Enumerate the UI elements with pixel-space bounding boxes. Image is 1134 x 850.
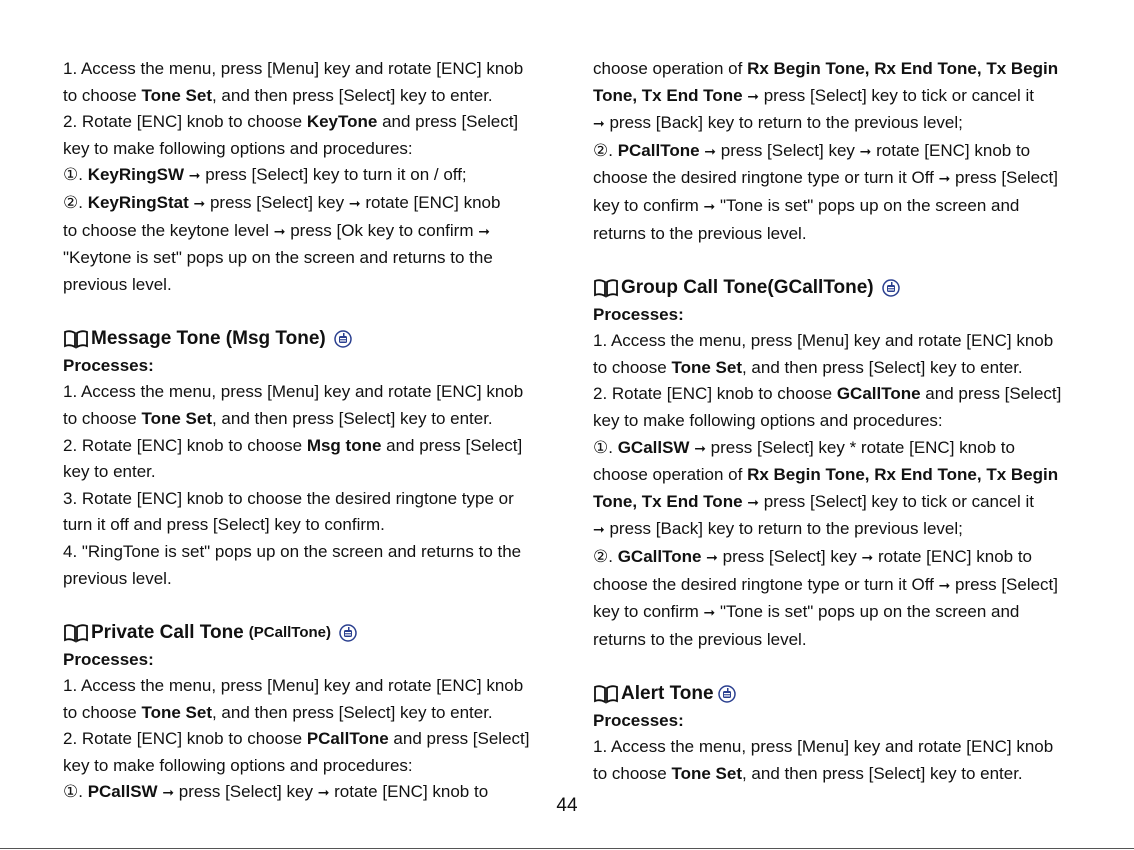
text-line: returns to the previous level. [593,223,807,243]
arrow-right-icon: ➞ [938,577,951,594]
bottom-rule [0,848,1134,849]
section-heading-alert-tone: Alert Tone [593,680,1078,708]
text-line: 4. "RingTone is set" pops up on the screen and returns to the [63,541,522,561]
text-line: 2. Rotate [ENC] knob to choose PCallTone and press [Select] [63,729,530,749]
radio-icon [718,685,736,703]
arrow-right-icon: ➞ [938,171,951,188]
arrow-right-icon: ➞ [348,195,361,212]
text-line: turn it off and press [Select] key to confirm. [63,515,385,535]
text-line: ②. PCallTone ➞ press [Select] key ➞ rotate [ENC] knob to [593,140,1031,160]
text-line: 1. Access the menu, press [Menu] key and rotate [ENC] knob [593,331,1054,351]
radio-icon [334,330,352,348]
text-line: Tone, Tx End Tone ➞ press [Select] key to tick or cancel it [593,491,1034,511]
arrow-right-icon: ➞ [694,440,706,457]
text-line: 2. Rotate [ENC] knob to choose GCallTone and press [Select] [593,384,1062,404]
text-line: 1. Access the menu, press [Menu] key and rotate [ENC] knob [63,382,524,402]
arrow-right-icon: ➞ [747,494,759,511]
left-column [63,56,548,807]
book-icon [593,277,619,299]
text-line: key to make following options and procedures: [593,410,943,430]
arrow-right-icon: ➞ [703,605,716,622]
arrow-right-icon: ➞ [317,785,330,802]
arrow-right-icon: ➞ [861,549,874,566]
arrow-right-icon: ➞ [704,143,717,160]
text-line: 1. Access the menu, press [Menu] key and rotate [ENC] knob [593,737,1054,757]
section-heading-private-call-tone: Private Call Tone (PCallTone) [63,619,548,647]
arrow-right-icon: ➞ [193,195,206,212]
processes-label: Processes: [63,650,154,670]
arrow-right-icon: ➞ [188,168,201,185]
text-line: key to confirm ➞ "Tone is set" pops up on the screen and [593,195,1020,215]
arrow-right-icon: ➞ [706,549,718,566]
text-line: to choose the keytone level ➞ press [Ok key to confirm ➞ [63,220,490,240]
arrow-right-icon: ➞ [859,143,872,160]
text-line: choose operation of Rx Begin Tone, Rx End Tone, Tx Begin [593,59,1059,78]
text-line: 1. Access the menu, press [Menu] key and rotate [ENC] knob [63,59,524,78]
text-line: key to make following options and procedures: [63,138,413,158]
processes-label: Processes: [63,356,154,376]
text-line: ②. GCallTone ➞ press [Select] key ➞ rotate [ENC] knob to [593,546,1033,566]
radio-icon [882,279,900,297]
text-line: to choose Tone Set, and then press [Select] key to enter. [63,408,493,428]
arrow-right-icon: ➞ [593,116,605,133]
book-icon [593,683,619,705]
text-line: returns to the previous level. [593,629,807,649]
processes-label: Processes: [593,305,684,325]
text-line: previous level. [63,568,172,588]
text-line: 3. Rotate [ENC] knob to choose the desired ringtone type or [63,488,514,508]
text-line: key to confirm ➞ "Tone is set" pops up on the screen and [593,602,1020,622]
arrow-right-icon: ➞ [162,785,175,802]
text-line: "Keytone is set" pops up on the screen and returns to the [63,248,493,268]
text-line: 2. Rotate [ENC] knob to choose Msg tone and press [Select] [63,435,523,455]
text-line: key to make following options and procedures: [63,755,413,775]
arrow-right-icon: ➞ [593,522,605,539]
text-line: ①. GCallSW ➞ press [Select] key * rotate [ENC] knob to [593,437,1015,457]
text-line: 2. Rotate [ENC] knob to choose KeyTone and press [Select] [63,112,519,132]
arrow-right-icon: ➞ [273,223,286,240]
text-line: ➞ press [Back] key to return to the previous level; [593,113,963,133]
text-line: previous level. [63,274,172,294]
text-line: choose the desired ringtone type or turn it Off ➞ press [Select] [593,574,1059,594]
text-line: ➞ press [Back] key to return to the previous level; [593,519,963,539]
text-line: to choose Tone Set, and then press [Select] key to enter. [593,357,1023,377]
text-line: ①. PCallSW ➞ press [Select] key ➞ rotate [ENC] knob to [63,782,489,802]
text-line: to choose Tone Set, and then press [Select] key to enter. [63,85,493,105]
text-line: Tone, Tx End Tone ➞ press [Select] key to tick or cancel it [593,85,1034,105]
right-column [593,56,1078,787]
book-icon [63,622,89,644]
page-number: 44 [556,795,578,816]
arrow-right-icon: ➞ [703,198,716,215]
processes-label: Processes: [593,711,684,731]
arrow-right-icon: ➞ [478,223,490,240]
section-heading-message-tone: Message Tone (Msg Tone) [63,325,548,353]
arrow-right-icon: ➞ [747,88,759,105]
section-heading-group-call-tone: Group Call Tone(GCallTone) [593,274,1078,302]
text-line: ②. KeyRingStat ➞ press [Select] key ➞ rotate [ENC] knob [63,192,501,212]
text-line: key to enter. [63,462,156,482]
text-line: ①. KeyRingSW ➞ press [Select] key to turn it on / off; [63,165,467,185]
radio-icon [339,624,357,642]
text-line: choose the desired ringtone type or turn it Off ➞ press [Select] [593,168,1059,188]
text-line: to choose Tone Set, and then press [Select] key to enter. [63,702,493,722]
text-line: to choose Tone Set, and then press [Select] key to enter. [593,763,1023,783]
text-line: 1. Access the menu, press [Menu] key and rotate [ENC] knob [63,676,524,696]
text-line: choose operation of Rx Begin Tone, Rx End Tone, Tx Begin [593,465,1059,485]
book-icon [63,328,89,350]
